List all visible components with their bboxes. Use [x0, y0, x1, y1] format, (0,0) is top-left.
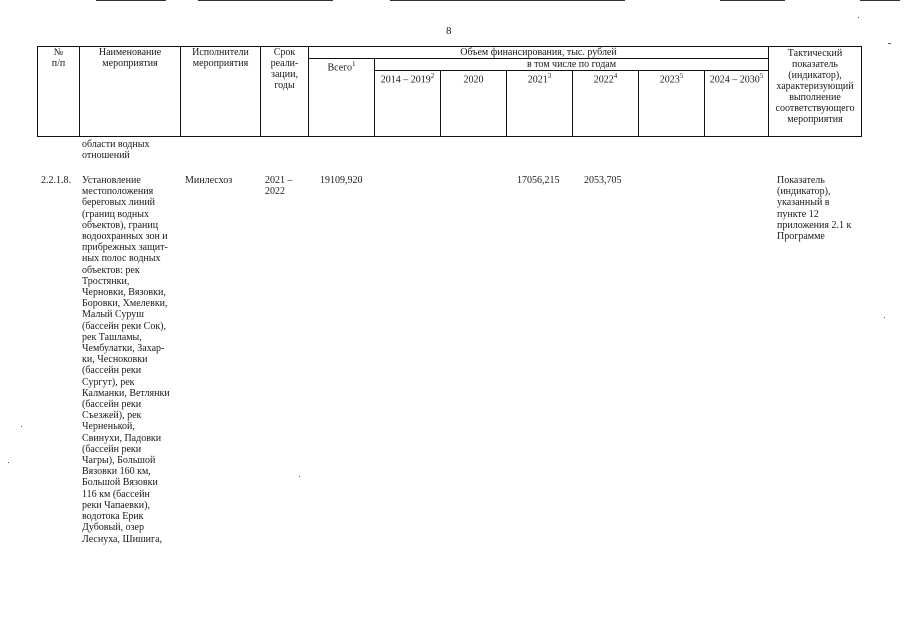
header-executors: Исполнители мероприятия — [181, 47, 261, 137]
row-2022: 2053,705 — [584, 175, 622, 186]
header-year: 2020 — [441, 71, 507, 137]
row-name: Установление местоположения береговых линий (границ водных объектов), границ водоохранных зон и прибрежных защит- ных полос водных объектов: рек Тростянки, Черновки, Вязовки, Боровки, Хмелевки, Малый Суруш (бассейн реки Сок), рек Ташламы, Чембулатки, Захар- ки, Чесноковки (бассейн реки Сургут), рек Калманки, Ветлянки (бассейн реки Съезжей), рек Черненькой, Свинухи, Падовки (бассейн реки Чагры), Большой Вязовки 160 км, Большой Вязовки 116 км (бассейн реки Чапаевки), водотока Ерик Дубовый, озер Леснуха, Шишига, — [82, 175, 170, 545]
header-num: № п/п — [38, 47, 80, 137]
scan-artifact-line — [390, 0, 625, 1]
header-total: Всего$^1$ — [309, 59, 375, 137]
row-2021: 17056,215 — [517, 175, 560, 186]
scan-artifact-line — [860, 0, 900, 1]
header-funding: Объем финансирования, тыс. рублей — [309, 47, 769, 59]
scan-speck — [858, 17, 859, 18]
row-number: 2.2.1.8. — [41, 175, 71, 186]
scan-speck — [8, 462, 9, 463]
scan-artifact-line — [720, 0, 785, 1]
header-name: Наименование мероприятия — [80, 47, 181, 137]
header-year: 2024 – 2030$^5$ — [705, 71, 769, 137]
scan-speck — [884, 317, 885, 318]
table-header — [37, 46, 862, 137]
page-number: 8 — [446, 25, 452, 37]
row-term: 2021 – 2022 — [265, 175, 293, 198]
row-total: 19109,920 — [320, 175, 363, 186]
scan-artifact-line — [96, 0, 166, 1]
header-year: 2014 – 2019$^2$ — [375, 71, 441, 137]
row-executor: Минлесхоз — [185, 175, 233, 186]
scan-speck — [888, 43, 891, 44]
continuation-text: области водных отношений — [82, 139, 150, 162]
scan-speck — [21, 426, 22, 427]
header-year: 2023$^5$ — [639, 71, 705, 137]
scan-artifact-line — [198, 0, 333, 1]
header-term: Срок реали- зации, годы — [261, 47, 309, 137]
header-indicator: Тактический показатель (индикатор), характеризующий выполнение соответствующего мероприятия — [769, 47, 862, 137]
header-year: 2022$^4$ — [573, 71, 639, 137]
header-by-years: в том числе по годам — [375, 59, 769, 71]
scan-speck — [299, 476, 300, 477]
row-indicator: Показатель (индикатор), указанный в пункте 12 приложения 2.1 к Программе — [777, 175, 852, 243]
header-year: 2021$^3$ — [507, 71, 573, 137]
